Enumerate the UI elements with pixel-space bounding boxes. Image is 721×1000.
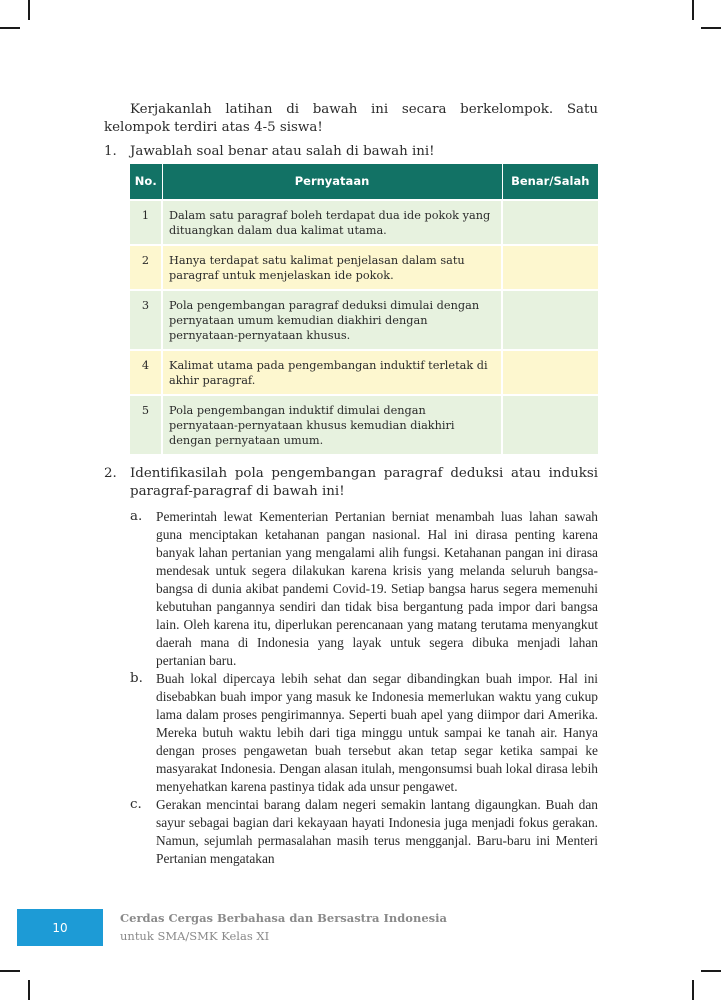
item-label: a. xyxy=(130,509,143,524)
row-statement: Pola pengembangan paragraf deduksi dimulai dengan pernyataan umum kemudian diakhiri dengan pernyataan-pernyataan khusus. xyxy=(162,290,502,350)
table-row xyxy=(130,350,598,395)
crop-mark xyxy=(28,0,30,20)
crop-mark xyxy=(0,970,20,972)
row-number: 5 xyxy=(130,395,162,454)
crop-mark xyxy=(28,980,30,1000)
item-paragraph: Buah lokal dipercaya lebih sehat dan segar dibandingkan buah impor. Hal ini disebabkan buah impor yang masuk ke Indonesia memerlukan waktu yang cukup lama dalam proses pengirimannya. Seperti buah apel yang diimpor dari Amerika. Mereka butuh waktu lebih dari tiga minggu untuk sampai ke tanah air. Hanya dengan proses pengawetan buah tersebut akan tetap segar ketika sampai ke masyarakat Indonesia. Dengan alasan itulah, mengonsumsi buah lokal dirasa lebih menyehatkan karena pastinya tidak ada unsur pengawet. xyxy=(156,671,598,794)
question-text: Jawablah soal benar atau salah di bawah ini! xyxy=(130,144,435,159)
list-item xyxy=(130,508,598,670)
question-number: 2. xyxy=(104,466,117,481)
row-statement: Kalimat utama pada pengembangan induktif terletak di akhir paragraf. xyxy=(162,350,502,395)
row-answer-cell[interactable] xyxy=(502,200,598,245)
row-number: 1 xyxy=(130,200,162,245)
table-header-row xyxy=(130,164,598,200)
item-paragraph: Pemerintah lewat Kementerian Pertanian berniat menambah luas lahan sawah guna menciptakan ketahanan pangan nasional. Hal ini dirasa penting karena banyak lahan pertanian yang mengalami alih fungsi. Ketahanan pangan ini dirasa mendesak untuk segera dilakukan karena krisis yang melanda seluruh bangsa-bangsa di dunia akibat pandemi Covid-19. Setiap bangsa harus segera memenuhi kebutuhan pangannya sendiri dan tidak bisa bergantung pada impor dari bangsa lain. Oleh karena itu, diperlukan perencanaan yang matang terutama menyangkut daerah mana di Indonesia yang layak untuk segera dibuka menjadi lahan pertanian baru. xyxy=(156,509,598,668)
crop-mark xyxy=(701,970,721,972)
row-number: 4 xyxy=(130,350,162,395)
table-row xyxy=(130,290,598,350)
crop-mark xyxy=(0,27,20,29)
crop-mark xyxy=(701,27,721,29)
table-row xyxy=(130,395,598,454)
row-number: 3 xyxy=(130,290,162,350)
crop-mark xyxy=(692,0,694,20)
header-pernyataan: Pernyataan xyxy=(162,164,502,200)
book-subtitle: untuk SMA/SMK Kelas XI xyxy=(120,929,270,943)
list-item xyxy=(130,796,598,868)
item-label: b. xyxy=(130,671,143,686)
item-paragraph: Gerakan mencintai barang dalam negeri semakin lantang digaungkan. Buah dan sayur sebagai bagian dari kekayaan hayati Indonesia juga menjadi fokus gerakan. Namun, sejumlah permasalahan masih terus mengganjal. Baru-baru ini Menteri Pertanian mengatakan xyxy=(156,797,598,866)
table-row xyxy=(130,200,598,245)
intro-paragraph: Kerjakanlah latihan di bawah ini secara berkelompok. Satu kelompok terdiri atas 4-5 siswa! xyxy=(104,102,598,135)
table-row xyxy=(130,245,598,290)
paragraph-list xyxy=(130,508,598,868)
question-number: 1. xyxy=(104,144,117,159)
header-benar-salah: Benar/Salah xyxy=(502,164,598,200)
row-statement: Dalam satu paragraf boleh terdapat dua ide pokok yang dituangkan dalam dua kalimat utama. xyxy=(162,200,502,245)
book-title: Cerdas Cergas Berbahasa dan Bersastra Indonesia xyxy=(120,911,447,925)
list-item xyxy=(130,670,598,796)
row-answer-cell[interactable] xyxy=(502,350,598,395)
row-answer-cell[interactable] xyxy=(502,290,598,350)
row-statement: Pola pengembangan induktif dimulai dengan pernyataan-pernyataan khusus kemudian diakhiri dengan pernyataan umum. xyxy=(162,395,502,454)
row-answer-cell[interactable] xyxy=(502,395,598,454)
true-false-table xyxy=(130,164,598,454)
header-no: No. xyxy=(130,164,162,200)
crop-mark xyxy=(692,980,694,1000)
row-answer-cell[interactable] xyxy=(502,245,598,290)
row-statement: Hanya terdapat satu kalimat penjelasan dalam satu paragraf untuk menjelaskan ide pokok. xyxy=(162,245,502,290)
item-label: c. xyxy=(130,797,142,812)
row-number: 2 xyxy=(130,245,162,290)
question-text: Identifikasilah pola pengembangan paragraf deduksi atau induksi paragraf-paragraf di bawah ini! xyxy=(130,466,598,499)
page-number-badge: 10 xyxy=(17,909,103,946)
